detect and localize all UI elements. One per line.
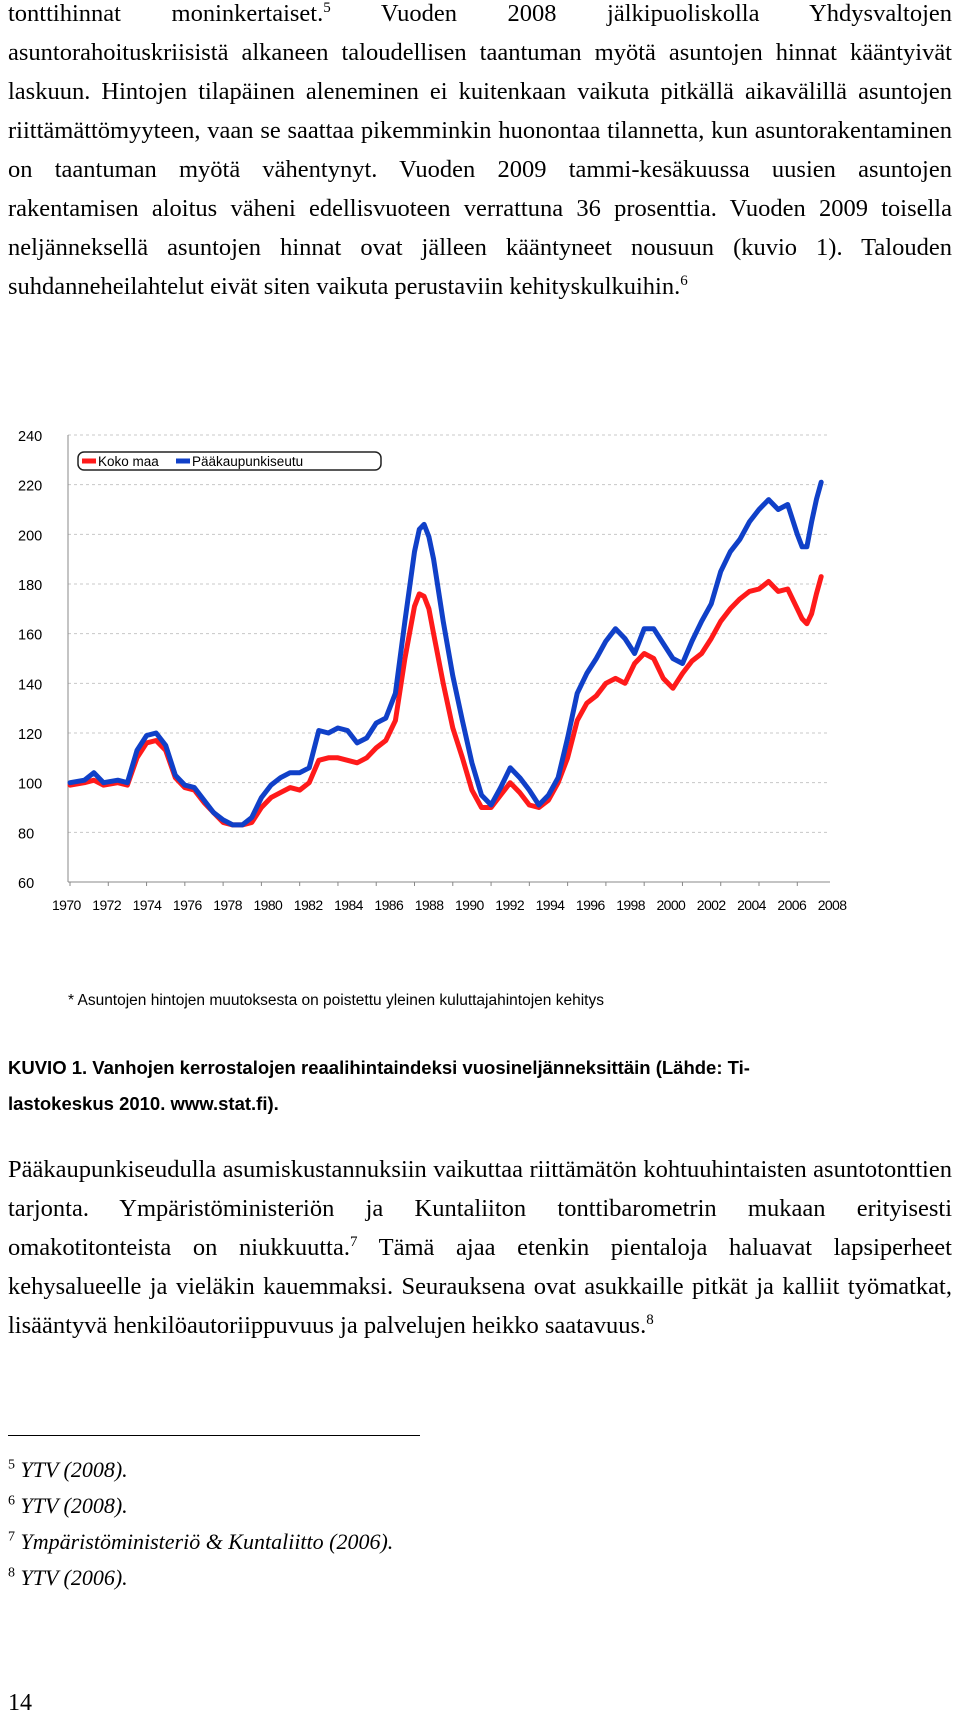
y-tick-label: 180 [18,578,43,594]
footnote-text: Ympäristöministeriö & Kuntaliitto (2006). [15,1529,394,1554]
x-tick-label: 1972 [92,897,122,913]
footnote-text: YTV (2008). [15,1493,128,1518]
figure-caption [8,1050,952,1122]
y-tick-label: 100 [18,776,43,793]
y-tick-label: 140 [18,677,43,694]
y-tick-label: 200 [18,528,43,545]
x-tick-label: 2008 [817,897,847,913]
x-tick-label: 1986 [374,897,404,913]
x-tick-label: 1996 [575,897,605,913]
paragraph-text: Tämä ajaa etenkin pientaloja haluavat lapsiperheet kehysalueelle ja vieläkin kauemmaksi. Seurauksena ovat asukkaille pitkät ja kalliit työmatkat, lisääntyvä henkilöautoriippuvuus ja palvelujen heikko saatavuus. [8,1234,952,1339]
footnote-item [8,1488,393,1524]
footnote-item [8,1560,393,1596]
body-paragraph-2 [8,1150,952,1345]
footnote-number: 6 [8,1493,15,1509]
chart-footnote: * Asuntojen hintojen muutoksesta on poistettu yleinen kuluttajahintojen kehitys [68,992,604,1009]
x-tick-label: 2002 [696,897,726,913]
footnote-number: 7 [8,1529,15,1545]
footnote-number: 5 [8,1457,15,1473]
y-tick-label: 120 [18,727,43,743]
x-tick-label: 1982 [293,897,323,913]
x-tick-label: 1980 [253,897,283,913]
x-tick-label: 2004 [737,897,766,913]
x-tick-label: 1978 [213,897,242,913]
chart-legend [78,452,381,470]
footnote-divider [8,1435,420,1436]
x-tick-label: 1998 [616,897,645,913]
footnote-ref: 5 [323,0,331,16]
caption-line-1: KUVIO 1. Vanhojen kerrostalojen reaalihintaindeksi vuosineljänneksittäin (Lähde: Ti- [8,1057,750,1078]
x-tick-label: 1974 [132,897,162,913]
x-tick-label: 2000 [656,897,686,913]
y-tick-label: 60 [18,876,35,892]
legend-label: Pääkaupunkiseutu [192,454,304,469]
footnote-text: YTV (2006). [15,1565,128,1590]
x-tick-label: 1992 [495,897,525,913]
page-number: 14 [8,1690,32,1716]
y-tick-label: 240 [18,429,43,445]
footnote-text: YTV (2008). [15,1457,128,1482]
line-chart-svg [0,425,960,1025]
footnote-ref: 6 [680,272,688,289]
footnote-item [8,1524,393,1560]
x-tick-label: 1984 [334,897,363,913]
footnote-ref: 8 [646,1311,654,1328]
caption-line-2: lastokeskus 2010. www.stat.fi). [8,1093,279,1114]
x-tick-label: 2006 [777,897,807,913]
body-paragraph-1 [8,0,952,306]
paragraph-text: Pääkaupunkiseudulla asumiskustannuksiin vaikuttaa riittämätön kohtuuhintaisten asuntotonttien tarjonta. Ympäristöministeriön ja Kuntaliiton tonttibarometrin mukaan erityisesti omakotitonteista on niukkuutta. [8,1156,952,1261]
paragraph-text: tonttihinnat moninkertaiset. [8,0,324,27]
footnotes-list [8,1452,393,1596]
y-tick-label: 160 [18,627,43,644]
x-tick-label: 1988 [414,897,444,913]
price-index-chart [0,425,960,1025]
x-tick-label: 1994 [535,897,565,913]
footnote-ref: 7 [349,1233,358,1250]
footnote-item [8,1452,393,1488]
x-tick-label: 1976 [172,897,202,913]
x-tick-label: 1990 [455,897,484,913]
paragraph-text: Vuoden 2008 jälkipuoliskolla Yhdysvaltojen asuntorahoituskriisistä alkaneen taloudellisen taantuman myötä asuntojen hinnat kääntyivät laskuun. Hintojen tilapäinen aleneminen ei kuitenkaan vaikuta pitkällä aikavälillä asuntojen riittämättömyyteen, vaan se saattaa pikemminkin huonontaa tilannetta, kun asuntorakentaminen on taantuman myötä vähentynyt. Vuoden 2009 tammi-kesäkuussa uusien asuntojen rakentamisen aloitus väheni edellisvuoteen verrattuna 36 prosenttia. Vuoden 2009 toisella neljänneksellä asuntojen hinnat ovat jälleen kääntyneet nousuun (kuvio 1). Talouden suhdanneheilahtelut eivät siten vaikuta perustaviin kehityskulkuihin. [8,0,952,300]
x-tick-label: 1970 [52,897,81,913]
y-tick-label: 80 [18,826,35,843]
footnote-number: 8 [8,1565,15,1581]
legend-label: Koko maa [98,454,159,469]
y-tick-label: 220 [18,478,43,495]
